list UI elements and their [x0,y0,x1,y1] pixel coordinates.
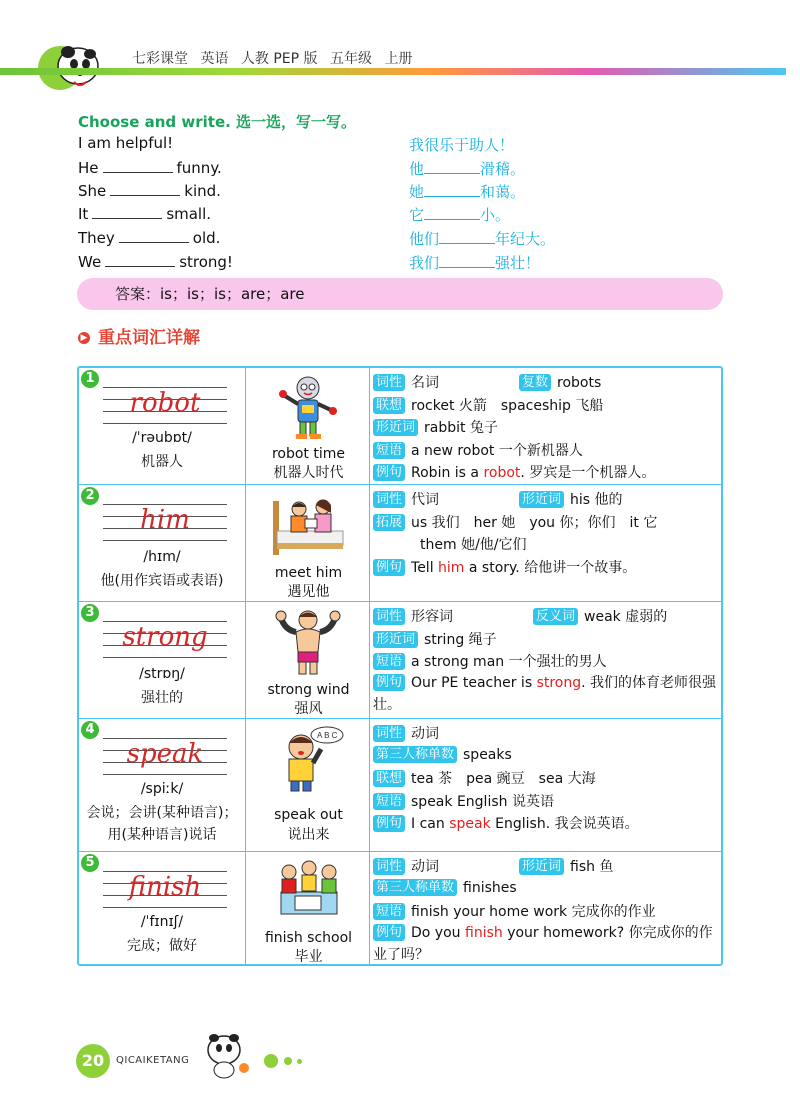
exercise-en-line: They old. [78,229,221,247]
vocab-row-strong [79,601,721,719]
phrase-en: meet him [274,565,343,581]
header-grade: 五年级 [330,51,372,67]
pos-line: 词性 动词 形近词 fish 鱼 [373,856,613,876]
finish-school-illustration [271,858,346,926]
example-line: 例句 I can speak English. 我会说英语。 [373,813,639,833]
exercise-cn-line: 他 滑稽。 [409,160,526,178]
exercise-en-line: It small. [78,205,212,223]
exercise-cn-line: 它 小。 [409,206,511,224]
third-person-line: 第三人称单数 finishes [373,879,517,896]
row-number: 4 [81,721,99,739]
decor-dot [264,1054,278,1068]
meaning: 强壮的 [141,690,183,706]
extension-line: 拓展 us 我们 her 她 you 你；你们 it 它 [373,512,657,532]
example-line: 例句 Our PE teacher is strong. 我们的体育老师很强壮。 [373,675,717,713]
meaning: 他(用作宾语或表语) [100,573,224,589]
phonetic: /ˈrəubɒt/ [132,430,192,446]
answer-blank[interactable] [110,181,180,196]
phonetic: /hɪm/ [143,549,181,565]
phonetic: /spiːk/ [140,781,184,797]
exercise-cn-line: 她 和蔼。 [409,183,526,201]
answer-blank[interactable] [103,158,173,173]
meaning-line1: 会说；会讲(某种语言)； [86,805,238,821]
pos-line: 词性 形容词 反义词 weak 虚弱的 [373,606,667,626]
vocab-word: finish [128,872,202,902]
vocab-word: him [140,505,190,535]
header-subject: 英语 [200,51,229,67]
exercise-title: Choose and write. 选一选，写一写。 [78,113,357,131]
exercise-en-line: I am helpful! [78,134,174,152]
phonetic: /ˈfɪnɪʃ/ [140,914,184,930]
phrase-line: 短语 speak English 说英语 [373,791,554,811]
row-number: 1 [81,370,99,388]
example-line: 例句 Tell him a story. 给他讲一个故事。 [373,557,636,577]
vocab-row-finish [79,851,721,965]
footer-brand: QICAIKETANG [116,1055,190,1066]
exercise-cn-line: 我很乐于助人！ [409,136,515,154]
vocab-word: robot [129,388,201,418]
similar-word-line: 形近词 rabbit 兔子 [373,417,498,437]
svg-text:A B C: A B C [317,731,338,740]
exercise-cn-line: 我们 强壮！ [409,254,541,272]
meaning: 完成；做好 [127,938,197,954]
vocab-word: speak [126,739,204,769]
decor-dot [297,1059,302,1064]
pos-line: 词性 代词 形近词 his 他的 [373,489,623,509]
answer-blank[interactable] [105,252,175,267]
header-volume: 上册 [384,51,413,67]
exercise-en-line: She kind. [78,182,221,200]
exercise-en-line: We strong! [78,253,233,271]
pos-line: 词性 名词 复数 robots [373,372,601,392]
vocab-row-him [79,484,721,602]
row-number: 2 [81,487,99,505]
header-rainbow-bar [0,68,786,75]
phrase-line: 短语 finish your home work 完成你的作业 [373,901,656,921]
row-number: 3 [81,604,99,622]
vocab-table [77,366,723,966]
association-line: 联想 tea 茶 pea 豌豆 sea 大海 [373,768,596,788]
phrase-cn: 毕业 [294,949,323,965]
exercise-cn-line: 他们 年纪大。 [409,230,556,248]
vocab-row-robot [79,368,721,484]
phrase-cn: 遇见他 [287,584,330,600]
meaning-line2: 用(某种语言)说话 [107,827,217,843]
answer-blank[interactable] [119,228,189,243]
row-number: 5 [81,854,99,872]
phrase-cn: 说出来 [287,827,330,843]
association-line: 联想 rocket 火箭 spaceship 飞船 [373,395,603,415]
example-line: 例句 Robin is a robot. 罗宾是一个机器人。 [373,462,655,482]
pos-line: 词性 动词 [373,723,439,743]
vocab-word: strong [122,622,208,652]
strong-man-illustration [271,608,346,676]
exercise-en-line: He funny. [78,159,222,177]
robot-illustration [271,374,346,442]
header-brand: 七彩课堂 [132,51,188,67]
page-number: 20 [76,1044,110,1078]
similar-word-line: 形近词 string 绳子 [373,629,497,649]
meaning: 机器人 [141,454,183,470]
phrase-cn: 强风 [294,701,323,717]
vocab-row-speak [79,718,721,852]
phrase-en: strong wind [267,682,350,698]
phrase-en: finish school [264,930,353,946]
header-edition: 人教 PEP 版 [240,51,318,67]
play-bullet-icon: ▶ [78,332,90,344]
phrase-line: 短语 a new robot 一个新机器人 [373,440,583,460]
speak-out-illustration [271,725,346,793]
answer-box: 答案：is；is；is；are；are [77,278,723,310]
header-title [132,48,420,68]
third-person-line: 第三人称单数 speaks [373,746,512,763]
panda-footer-icon [198,1030,254,1080]
decor-dot [284,1057,292,1065]
example-line: 例句 Do you finish your homework? 你完成你的作业了吗？ [373,925,713,963]
phrase-en: speak out [274,807,343,823]
extension-line-cont: them 她/他/它们 [420,537,527,553]
answer-blank[interactable] [92,204,162,219]
meet-him-illustration [271,491,346,559]
phrase-line: 短语 a strong man 一个强壮的男人 [373,651,607,671]
section-title: ▶ 重点词汇详解 [78,323,200,348]
phrase-cn: 机器人时代 [273,465,344,481]
phonetic: /strɒŋ/ [139,666,185,682]
phrase-en: robot time [271,446,346,462]
